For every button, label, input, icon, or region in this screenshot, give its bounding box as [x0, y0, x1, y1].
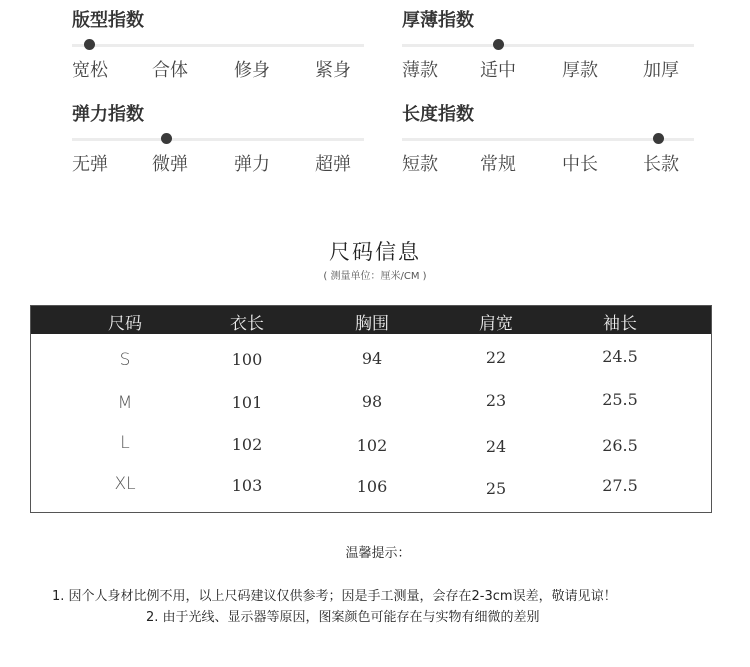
cell-shoulder: 23: [485, 391, 507, 410]
cell-shoulder: 24: [485, 437, 507, 456]
header-sleeve: 袖长: [603, 314, 637, 334]
elasticity-option-slight: 微弹: [152, 154, 188, 175]
fit-index-marker: [84, 39, 95, 50]
length-option-mid: 中长: [562, 154, 598, 175]
length-option-long: 长款: [643, 154, 679, 175]
cell-chest: 102: [356, 436, 388, 455]
cell-shoulder: 25: [485, 479, 507, 498]
fit-option-regular: 合体: [152, 60, 188, 81]
thickness-option-thick: 厚款: [562, 60, 598, 81]
length-index-track: [402, 138, 694, 141]
cell-size: L: [120, 433, 130, 453]
thickness-option-extra-thick: 加厚: [643, 60, 679, 81]
tip-line-1: 1. 因个人身材比例不用，以上尺码建议仅供参考；因是手工测量，会存在2-3cm误差，敬请见谅！: [52, 589, 617, 604]
fit-index-title: 版型指数: [72, 10, 144, 31]
cell-chest: 94: [361, 349, 383, 368]
length-index-marker: [653, 133, 664, 144]
thickness-option-medium: 适中: [480, 60, 516, 81]
size-table-header: [31, 306, 711, 334]
length-option-short: 短款: [402, 154, 438, 175]
length-option-regular: 常规: [480, 154, 516, 175]
elasticity-index-title: 弹力指数: [72, 104, 144, 125]
cell-chest: 98: [361, 392, 383, 411]
cell-size: S: [119, 350, 131, 370]
elasticity-index-marker: [161, 133, 172, 144]
thickness-index-marker: [493, 39, 504, 50]
fit-option-tight: 紧身: [315, 60, 351, 81]
cell-length: 103: [231, 476, 263, 495]
cell-shoulder: 22: [485, 348, 507, 367]
header-length: 衣长: [230, 314, 264, 334]
thickness-index-track: [402, 44, 694, 47]
elasticity-option-stretch: 弹力: [234, 154, 270, 175]
cell-sleeve: 27.5: [602, 476, 638, 495]
elasticity-option-super: 超弹: [315, 154, 351, 175]
cell-length: 102: [231, 435, 263, 454]
thickness-option-thin: 薄款: [402, 60, 438, 81]
cell-sleeve: 25.5: [602, 390, 638, 409]
size-info-unit: ( 测量单位：厘米/CM ): [323, 271, 427, 282]
header-shoulder: 肩宽: [479, 314, 513, 334]
elasticity-index-track: [72, 138, 364, 141]
cell-sleeve: 26.5: [602, 436, 638, 455]
cell-size: M: [117, 393, 133, 413]
cell-size: XL: [114, 474, 136, 494]
fit-option-slim: 修身: [234, 60, 270, 81]
fit-index-track: [72, 44, 364, 47]
size-info-title: 尺码信息: [329, 240, 421, 264]
header-size: 尺码: [108, 314, 142, 334]
cell-length: 101: [231, 393, 263, 412]
fit-option-loose: 宽松: [72, 60, 108, 81]
tip-line-2: 2. 由于光线、显示器等原因，图案颜色可能存在与实物有细微的差别: [146, 610, 540, 625]
elasticity-option-none: 无弹: [72, 154, 108, 175]
length-index-title: 长度指数: [402, 104, 474, 125]
thickness-index-title: 厚薄指数: [402, 10, 474, 31]
cell-sleeve: 24.5: [602, 347, 638, 366]
cell-chest: 106: [356, 477, 388, 496]
header-chest: 胸围: [355, 314, 389, 334]
tips-title: 温馨提示：: [345, 546, 411, 561]
cell-length: 100: [231, 350, 263, 369]
size-table: [30, 305, 712, 513]
